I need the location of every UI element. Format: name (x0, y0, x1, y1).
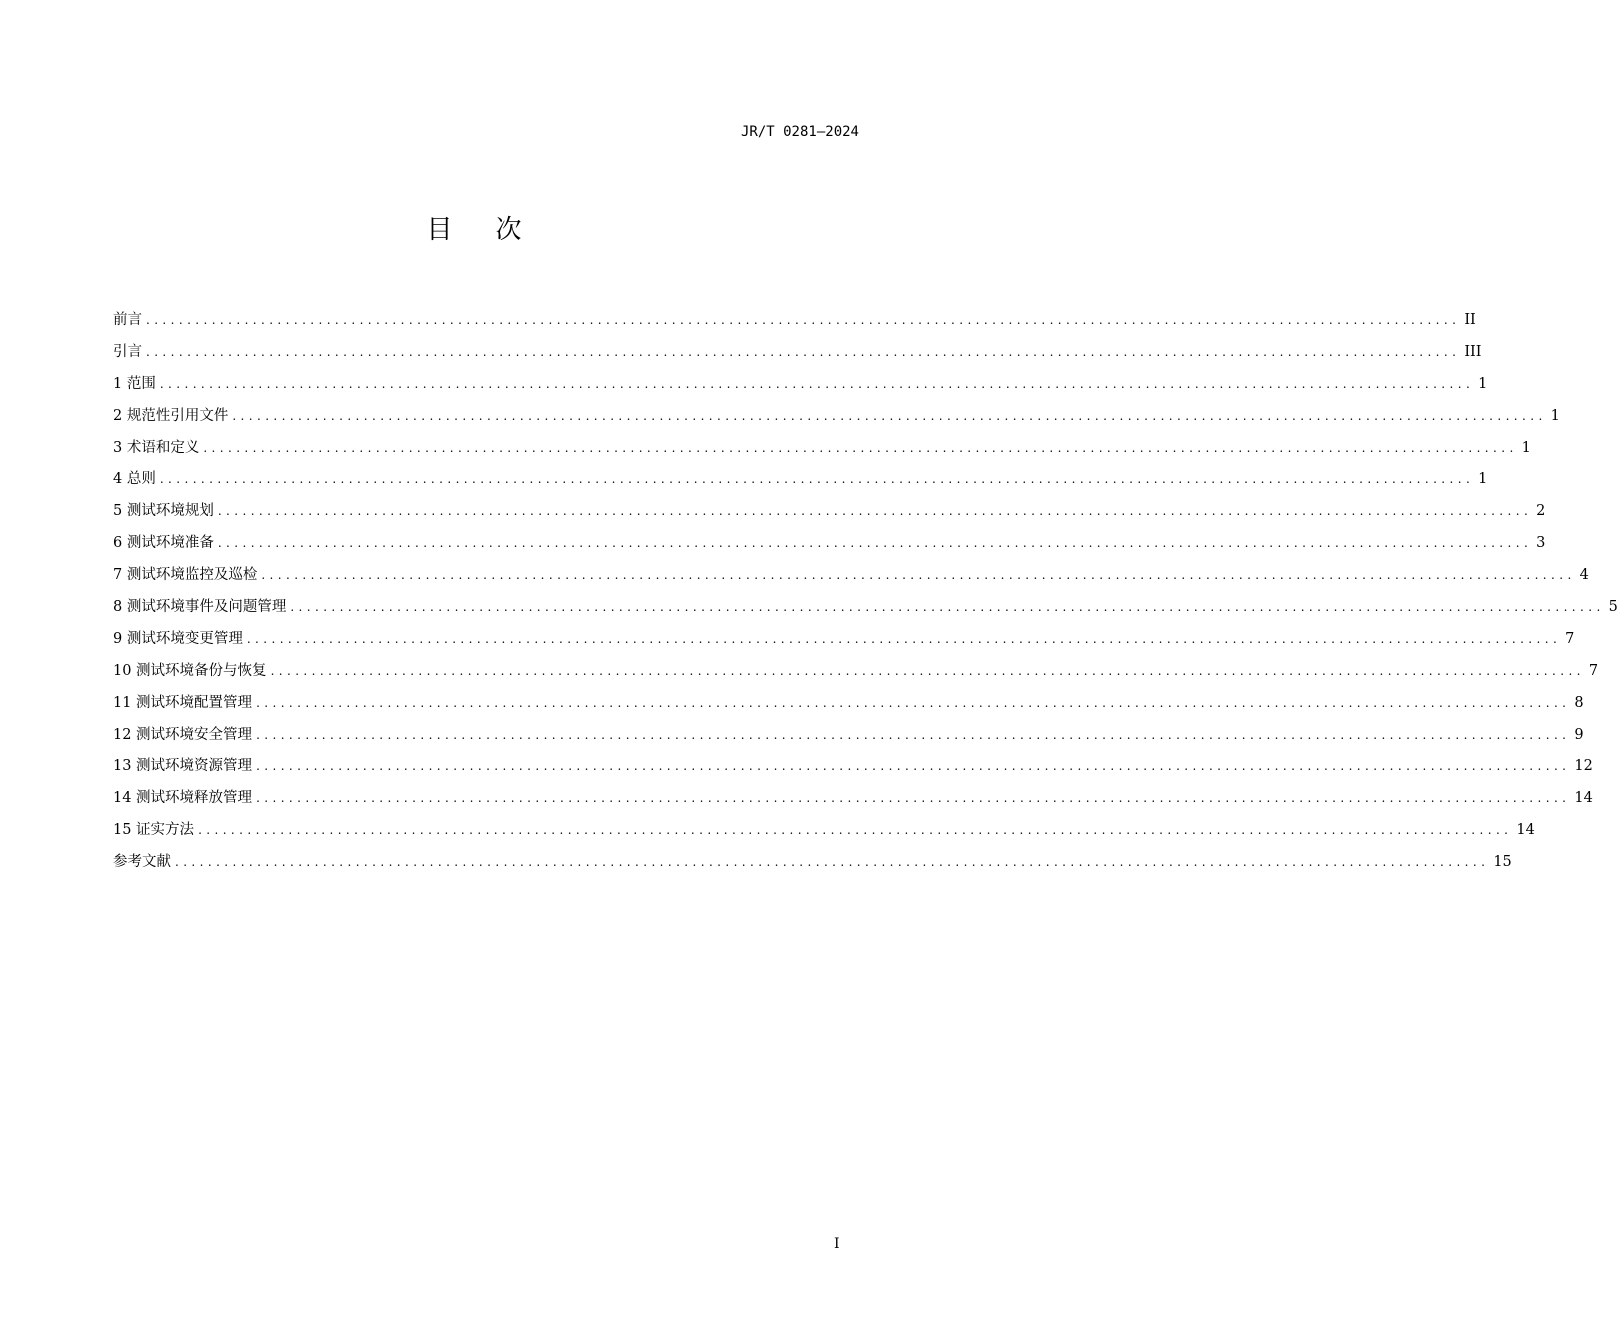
dot-leader: ................................................................................................................................................................ (146, 313, 1461, 327)
toc-entry-verification[interactable] (113, 815, 1535, 847)
toc-entry-planning[interactable] (113, 496, 1546, 528)
toc-entry-foreword[interactable] (113, 305, 1476, 337)
toc-entry-label: 1 范围 (113, 375, 156, 392)
toc-entry-label: 10 测试环境备份与恢复 (113, 662, 267, 679)
toc-entry-introduction[interactable] (113, 337, 1482, 369)
toc-entry-page: 7 (1588, 662, 1599, 679)
toc-entry-label: 5 测试环境规划 (113, 503, 214, 520)
dot-leader: ................................................................................................................................................................ (159, 376, 1475, 391)
toc-entry-page: 14 (1516, 822, 1535, 839)
toc-entry-label: 14 测试环境释放管理 (113, 790, 253, 807)
standard-code: JR/T 0281—2024 (740, 124, 859, 140)
toc-entry-page: 1 (1550, 407, 1560, 424)
dot-leader: ................................................................................................................................................................ (217, 536, 1533, 551)
page-number: I (834, 1236, 840, 1252)
page-title: 目 次 (426, 215, 524, 245)
table-of-contents (113, 305, 1618, 879)
dot-leader: ................................................................................................................................................................ (159, 472, 1475, 487)
toc-entry-label: 15 证实方法 (113, 822, 195, 839)
dot-leader: ................................................................................................................................................................ (256, 727, 1571, 742)
toc-entry-page: 2 (1536, 503, 1546, 520)
toc-entry-label: 引言 (113, 343, 142, 360)
dot-leader: ................................................................................................................................................................ (246, 631, 1562, 646)
dot-leader: ................................................................................................................................................................ (232, 408, 1547, 423)
toc-entry-page: 9 (1574, 726, 1584, 743)
toc-entry-page: II (1464, 312, 1476, 328)
dot-leader: ................................................................................................................................................................ (203, 440, 1518, 455)
dot-leader: ................................................................................................................................................................ (256, 695, 1571, 710)
toc-entry-bibliography[interactable] (113, 847, 1512, 879)
toc-entry-page: 1 (1478, 375, 1488, 392)
toc-entry-label: 8 测试环境事件及问题管理 (113, 599, 287, 616)
toc-entry-preparation[interactable] (113, 528, 1546, 560)
toc-entry-label: 前言 (113, 312, 142, 328)
toc-entry-label: 9 测试环境变更管理 (113, 630, 243, 647)
toc-entry-incident-problem[interactable] (113, 592, 1618, 624)
toc-entry-page: 12 (1574, 758, 1593, 775)
toc-entry-label: 11 测试环境配置管理 (113, 694, 253, 711)
dot-leader: ................................................................................................................................................................ (198, 823, 1513, 838)
toc-entry-page: 1 (1521, 439, 1531, 456)
toc-entry-label: 2 规范性引用文件 (113, 407, 229, 424)
toc-entry-resources[interactable] (113, 751, 1593, 783)
toc-entry-label: 7 测试环境监控及巡检 (113, 567, 258, 584)
toc-entry-label: 3 术语和定义 (113, 439, 200, 456)
toc-entry-page: 1 (1478, 471, 1488, 488)
toc-entry-label: 4 总则 (113, 471, 156, 488)
toc-entry-security[interactable] (113, 720, 1584, 752)
toc-entry-page: 4 (1579, 567, 1589, 584)
dot-leader: ................................................................................................................................................................ (175, 855, 1490, 870)
dot-leader: ................................................................................................................................................................ (146, 344, 1461, 359)
dot-leader: ................................................................................................................................................................ (256, 759, 1571, 774)
dot-leader: ................................................................................................................................................................ (256, 791, 1571, 806)
toc-entry-label: 13 测试环境资源管理 (113, 758, 253, 775)
toc-entry-page: 7 (1565, 630, 1575, 647)
toc-entry-page: III (1464, 343, 1482, 360)
dot-leader: ................................................................................................................................................................ (261, 568, 1576, 583)
toc-entry-release[interactable] (113, 783, 1593, 815)
toc-entry-page: 5 (1608, 599, 1618, 616)
dot-leader: ................................................................................................................................................................ (290, 600, 1605, 615)
toc-entry-scope[interactable] (113, 369, 1488, 401)
dot-leader: ................................................................................................................................................................ (270, 663, 1585, 678)
toc-entry-label: 参考文献 (113, 854, 171, 871)
toc-entry-label: 12 测试环境安全管理 (113, 726, 253, 743)
dot-leader: ................................................................................................................................................................ (217, 504, 1533, 519)
toc-entry-general[interactable] (113, 464, 1488, 496)
toc-entry-normative-references[interactable] (113, 401, 1560, 433)
toc-entry-label: 6 测试环境准备 (113, 535, 214, 552)
toc-entry-page: 14 (1574, 790, 1593, 807)
toc-entry-backup-recovery[interactable] (113, 656, 1599, 688)
toc-entry-change[interactable] (113, 624, 1575, 656)
toc-entry-page: 3 (1536, 535, 1546, 552)
toc-entry-monitoring[interactable] (113, 560, 1589, 592)
toc-entry-page: 8 (1574, 694, 1584, 711)
toc-entry-page: 15 (1493, 854, 1512, 871)
toc-entry-terms-definitions[interactable] (113, 433, 1531, 465)
toc-entry-configuration[interactable] (113, 688, 1584, 720)
